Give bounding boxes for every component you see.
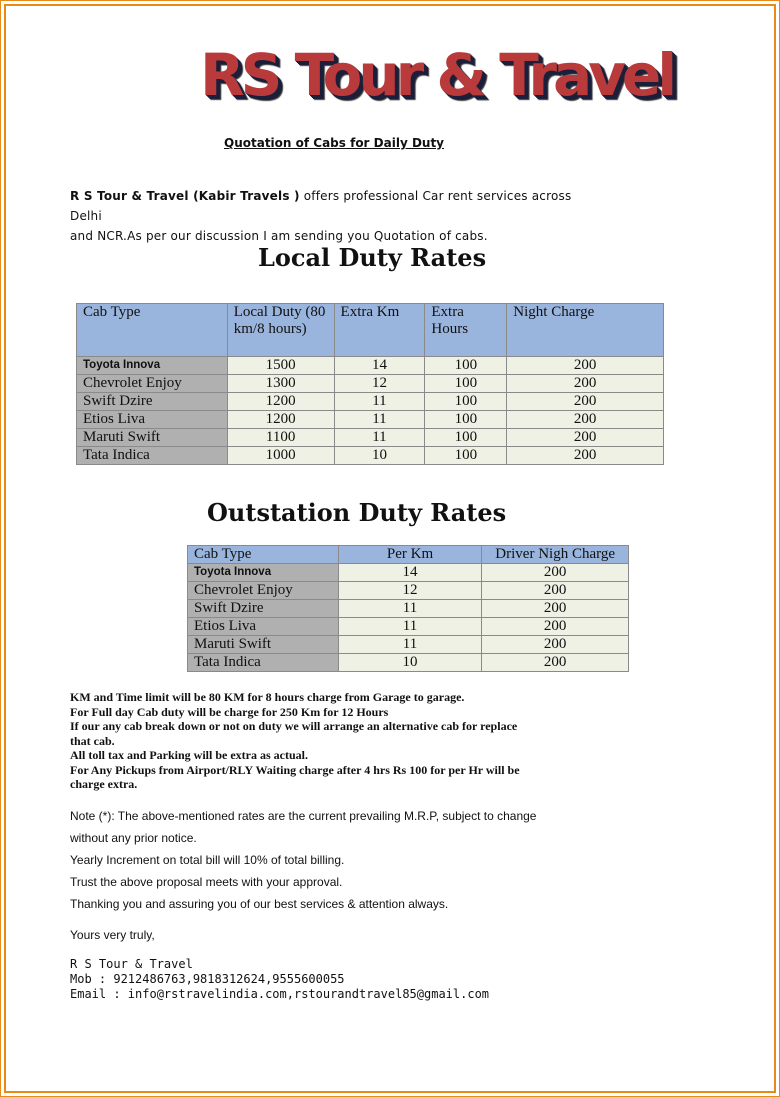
driver-night-charge-value: 200 xyxy=(482,600,629,618)
per-km-value: 11 xyxy=(338,618,482,636)
out-col-per-km: Per Km xyxy=(338,546,482,564)
cab-name: Tata Indica xyxy=(77,447,228,465)
table-row xyxy=(77,357,664,375)
night-charge-value: 200 xyxy=(507,375,664,393)
cab-name: Toyota Innova xyxy=(188,564,339,582)
table-row xyxy=(77,411,664,429)
out-col-cab-type: Cab Type xyxy=(188,546,339,564)
night-charge-value: 200 xyxy=(507,357,664,375)
note-line2: without any prior notice. xyxy=(70,831,197,845)
out-col-driver-night-charge: Driver Nigh Charge xyxy=(482,546,629,564)
closing-line: Yours very truly, xyxy=(70,928,155,942)
document-subtitle: Quotation of Cabs for Daily Duty xyxy=(224,136,445,150)
extra-km-value: 11 xyxy=(334,393,425,411)
driver-night-charge-value: 200 xyxy=(482,618,629,636)
table-row xyxy=(77,429,664,447)
term-line: KM and Time limit will be 80 KM for 8 hours charge from Garage to garage. xyxy=(70,690,465,704)
night-charge-value: 200 xyxy=(507,411,664,429)
table-row xyxy=(188,600,629,618)
table-row xyxy=(77,447,664,465)
extra-hours-value: 100 xyxy=(425,357,507,375)
company-logo: RS Tour & Travel xyxy=(200,41,674,109)
local-duty-value: 1000 xyxy=(227,447,334,465)
term-line: that cab. xyxy=(70,733,115,748)
driver-night-charge-value: 200 xyxy=(482,582,629,600)
cab-name: Chevrolet Enjoy xyxy=(77,375,228,393)
intro-text-line2: and NCR.As per our discussion I am sending you Quotation of cabs. xyxy=(70,229,488,243)
local-rates-table xyxy=(76,303,664,465)
cab-name: Maruti Swift xyxy=(188,636,339,654)
note-line1: Note (*): The above-mentioned rates are the current prevailing M.R.P, subject to change xyxy=(70,809,537,823)
local-col-local-duty: Local Duty (80 km/8 hours) xyxy=(227,304,334,357)
term-line: All toll tax and Parking will be extra as actual. xyxy=(70,748,308,762)
table-row xyxy=(188,564,629,582)
local-col-extra-km: Extra Km xyxy=(334,304,425,357)
term-line: charge extra. xyxy=(70,777,138,791)
intro-text-line1: offers professional Car rent services across Delhi xyxy=(70,189,572,223)
term-line: For Any Pickups from Airport/RLY Waiting charge after 4 hrs Rs 100 for per Hr will be xyxy=(70,762,520,777)
extra-hours-value: 100 xyxy=(425,375,507,393)
table-row xyxy=(188,636,629,654)
table-row xyxy=(188,582,629,600)
increment-note: Yearly Increment on total bill will 10% of total billing. xyxy=(70,853,345,867)
signature-block xyxy=(70,957,489,1002)
term-line: For Full day Cab duty will be charge for 250 Km for 12 Hours xyxy=(70,704,389,719)
outstation-rates-table xyxy=(187,545,629,672)
thanks-note: Thanking you and assuring you of our best services & attention always. xyxy=(70,897,449,911)
night-charge-value: 200 xyxy=(507,447,664,465)
cab-name: Swift Dzire xyxy=(77,393,228,411)
signature-mobile: Mob : 9212486763,9818312624,9555600055 xyxy=(70,972,345,986)
outstation-duty-heading: Outstation Duty Rates xyxy=(207,498,507,527)
intro-paragraph xyxy=(70,186,590,246)
extra-km-value: 11 xyxy=(334,411,425,429)
night-charge-value: 200 xyxy=(507,429,664,447)
local-duty-value: 1200 xyxy=(227,393,334,411)
cab-name: Chevrolet Enjoy xyxy=(188,582,339,600)
cab-name: Swift Dzire xyxy=(188,600,339,618)
local-duty-value: 1300 xyxy=(227,375,334,393)
driver-night-charge-value: 200 xyxy=(482,564,629,582)
local-duty-value: 1500 xyxy=(227,357,334,375)
table-row xyxy=(77,375,664,393)
extra-km-value: 14 xyxy=(334,357,425,375)
cab-name: Toyota Innova xyxy=(77,357,228,375)
per-km-value: 11 xyxy=(338,636,482,654)
terms-block xyxy=(70,690,590,792)
cab-name: Etios Liva xyxy=(77,411,228,429)
local-duty-heading: Local Duty Rates xyxy=(258,243,487,272)
per-km-value: 14 xyxy=(338,564,482,582)
local-col-extra-hours: Extra Hours xyxy=(425,304,507,357)
local-duty-value: 1100 xyxy=(227,429,334,447)
cab-name: Etios Liva xyxy=(188,618,339,636)
table-row xyxy=(77,393,664,411)
outstation-table-header xyxy=(188,546,629,564)
table-row xyxy=(188,618,629,636)
term-line: If our any cab break down or not on duty we will arrange an alternative cab for replace xyxy=(70,719,518,733)
driver-night-charge-value: 200 xyxy=(482,636,629,654)
local-col-night-charge: Night Charge xyxy=(507,304,664,357)
table-row xyxy=(188,654,629,672)
extra-km-value: 10 xyxy=(334,447,425,465)
per-km-value: 12 xyxy=(338,582,482,600)
local-col-cab-type: Cab Type xyxy=(77,304,228,357)
night-charge-value: 200 xyxy=(507,393,664,411)
extra-hours-value: 100 xyxy=(425,393,507,411)
extra-hours-value: 100 xyxy=(425,411,507,429)
driver-night-charge-value: 200 xyxy=(482,654,629,672)
local-table-header xyxy=(77,304,664,357)
cab-name: Maruti Swift xyxy=(77,429,228,447)
intro-company-name: R S Tour & Travel (Kabir Travels ) xyxy=(70,189,300,203)
cab-name: Tata Indica xyxy=(188,654,339,672)
signature-name: R S Tour & Travel xyxy=(70,957,193,971)
extra-km-value: 11 xyxy=(334,429,425,447)
extra-hours-value: 100 xyxy=(425,429,507,447)
extra-hours-value: 100 xyxy=(425,447,507,465)
local-duty-value: 1200 xyxy=(227,411,334,429)
trust-note: Trust the above proposal meets with your approval. xyxy=(70,875,343,889)
per-km-value: 11 xyxy=(338,600,482,618)
per-km-value: 10 xyxy=(338,654,482,672)
signature-email: Email : info@rstravelindia.com,rstourandtravel85@gmail.com xyxy=(70,987,490,1001)
extra-km-value: 12 xyxy=(334,375,425,393)
